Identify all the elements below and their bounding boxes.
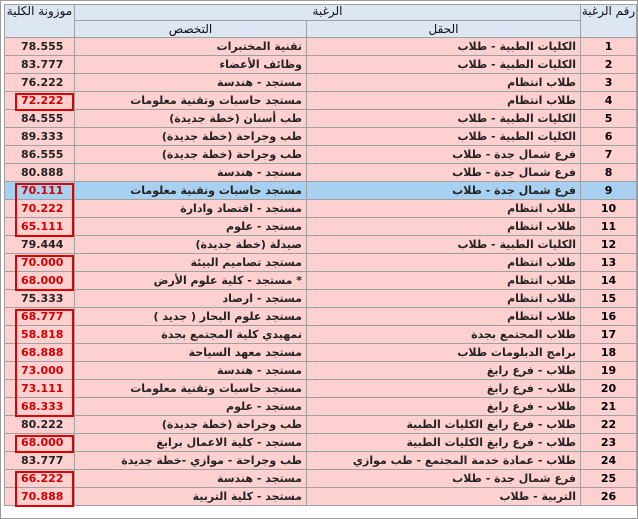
table-row[interactable] bbox=[5, 218, 637, 236]
score-cell: 68.000 bbox=[5, 434, 75, 452]
specialization-cell: مستجد - ارصاد bbox=[75, 290, 307, 308]
desire-number-cell: 24 bbox=[581, 452, 637, 470]
specialization-cell: مستجد - هندسة bbox=[75, 470, 307, 488]
table-row[interactable] bbox=[5, 416, 637, 434]
score-cell: 76.222 bbox=[5, 74, 75, 92]
table-row[interactable] bbox=[5, 128, 637, 146]
field-cell: طلاب - فرع رابغ الكليات الطبية bbox=[307, 434, 581, 452]
specialization-cell: تمهيدي كلية المجتمع بجدة bbox=[75, 326, 307, 344]
specialization-cell: مستجد - هندسة bbox=[75, 362, 307, 380]
score-cell: 80.222 bbox=[5, 416, 75, 434]
table-row[interactable] bbox=[5, 92, 637, 110]
score-cell: 70.222 bbox=[5, 200, 75, 218]
field-cell: طلاب انتظام bbox=[307, 290, 581, 308]
table-row[interactable] bbox=[5, 56, 637, 74]
score-cell: 79.444 bbox=[5, 236, 75, 254]
desire-number-cell: 23 bbox=[581, 434, 637, 452]
field-cell: فرع شمال جدة - طلاب bbox=[307, 146, 581, 164]
desire-number-cell: 6 bbox=[581, 128, 637, 146]
desire-number-cell: 14 bbox=[581, 272, 637, 290]
table-row[interactable] bbox=[5, 254, 637, 272]
score-cell: 73.111 bbox=[5, 380, 75, 398]
desire-number-cell: 13 bbox=[581, 254, 637, 272]
field-cell: طلاب - عمادة خدمة المجتمع - طب موازي bbox=[307, 452, 581, 470]
score-cell: 89.333 bbox=[5, 128, 75, 146]
field-cell: فرع شمال جدة - طلاب bbox=[307, 182, 581, 200]
field-cell: طلاب انتظام bbox=[307, 218, 581, 236]
score-cell: 72.222 bbox=[5, 92, 75, 110]
desire-number-cell: 20 bbox=[581, 380, 637, 398]
desire-number-cell: 11 bbox=[581, 218, 637, 236]
field-cell: طلاب انتظام bbox=[307, 254, 581, 272]
desire-number-cell: 16 bbox=[581, 308, 637, 326]
desire-number-cell: 10 bbox=[581, 200, 637, 218]
score-cell: 66.222 bbox=[5, 470, 75, 488]
specialization-cell: مستجد - هندسة bbox=[75, 74, 307, 92]
table-row[interactable] bbox=[5, 470, 637, 488]
score-header: موزونة الكلية bbox=[5, 5, 75, 38]
field-cell: طلاب - فرع رابغ bbox=[307, 380, 581, 398]
desire-number-cell: 18 bbox=[581, 344, 637, 362]
specialization-cell: طب وجراحة - موازي -خطة جديدة bbox=[75, 452, 307, 470]
table-row[interactable] bbox=[5, 272, 637, 290]
field-cell: طلاب - فرع رابغ الكليات الطبية bbox=[307, 416, 581, 434]
desire-number-cell: 3 bbox=[581, 74, 637, 92]
field-cell: فرع شمال جدة - طلاب bbox=[307, 164, 581, 182]
score-cell: 68.000 bbox=[5, 272, 75, 290]
table-row[interactable] bbox=[5, 380, 637, 398]
field-cell: طلاب انتظام bbox=[307, 92, 581, 110]
specialization-cell: مستجد - هندسة bbox=[75, 164, 307, 182]
desire-number-cell: 1 bbox=[581, 38, 637, 56]
field-cell: طلاب انتظام bbox=[307, 272, 581, 290]
field-cell: طلاب - فرع رابغ bbox=[307, 398, 581, 416]
table-row[interactable] bbox=[5, 452, 637, 470]
table-row[interactable] bbox=[5, 38, 637, 56]
score-cell: 84.555 bbox=[5, 110, 75, 128]
desire-number-cell: 7 bbox=[581, 146, 637, 164]
specialization-cell: مستجد حاسبات وتقنية معلومات bbox=[75, 182, 307, 200]
field-cell: طلاب انتظام bbox=[307, 74, 581, 92]
specialization-header: التخصص bbox=[75, 21, 307, 38]
desire-number-cell: 19 bbox=[581, 362, 637, 380]
table-row[interactable] bbox=[5, 236, 637, 254]
score-cell: 68.333 bbox=[5, 398, 75, 416]
field-cell: طلاب - فرع رابغ bbox=[307, 362, 581, 380]
specialization-cell: مستجد - كلية الاعمال برابغ bbox=[75, 434, 307, 452]
field-cell: التربية - طلاب bbox=[307, 488, 581, 506]
desire-number-cell: 8 bbox=[581, 164, 637, 182]
desire-header: الرغبة bbox=[75, 5, 581, 21]
field-cell: الكليات الطبية - طلاب bbox=[307, 128, 581, 146]
score-cell: 83.777 bbox=[5, 452, 75, 470]
desire-number-cell: 26 bbox=[581, 488, 637, 506]
desire-number-cell: 12 bbox=[581, 236, 637, 254]
desire-number-header: رقم الرغبة bbox=[581, 5, 637, 38]
table-row[interactable] bbox=[5, 182, 637, 200]
specialization-cell: مستجد تصاميم البيئة bbox=[75, 254, 307, 272]
field-cell: الكليات الطبية - طلاب bbox=[307, 56, 581, 74]
desire-number-cell: 9 bbox=[581, 182, 637, 200]
desire-number-cell: 17 bbox=[581, 326, 637, 344]
table-row[interactable] bbox=[5, 164, 637, 182]
specialization-cell: مستجد - اقتصاد وادارة bbox=[75, 200, 307, 218]
specialization-cell: تقنية المختبرات bbox=[75, 38, 307, 56]
field-header: الحقل bbox=[307, 21, 581, 38]
specialization-cell: مستجد - كلية علوم الأرض * bbox=[75, 272, 307, 290]
field-cell: الكليات الطبية - طلاب bbox=[307, 38, 581, 56]
table-row[interactable] bbox=[5, 488, 637, 506]
score-cell: 75.333 bbox=[5, 290, 75, 308]
score-cell: 68.777 bbox=[5, 308, 75, 326]
field-cell: برامج الدبلومات طلاب bbox=[307, 344, 581, 362]
table-row[interactable] bbox=[5, 74, 637, 92]
desire-number-cell: 21 bbox=[581, 398, 637, 416]
table-row[interactable] bbox=[5, 308, 637, 326]
field-cell: طلاب انتظام bbox=[307, 200, 581, 218]
desire-number-cell: 5 bbox=[581, 110, 637, 128]
field-cell: فرع شمال جدة - طلاب bbox=[307, 470, 581, 488]
score-cell: 65.111 bbox=[5, 218, 75, 236]
desire-number-cell: 15 bbox=[581, 290, 637, 308]
field-cell: الكليات الطبية - طلاب bbox=[307, 236, 581, 254]
score-cell: 70.000 bbox=[5, 254, 75, 272]
table-row[interactable] bbox=[5, 362, 637, 380]
score-cell: 73.000 bbox=[5, 362, 75, 380]
table-row[interactable] bbox=[5, 344, 637, 362]
desire-number-cell: 25 bbox=[581, 470, 637, 488]
table-row[interactable] bbox=[5, 434, 637, 452]
score-cell: 80.888 bbox=[5, 164, 75, 182]
table-row[interactable] bbox=[5, 110, 637, 128]
specialization-cell: طب وجراحة (خطة جديدة) bbox=[75, 146, 307, 164]
specialization-cell: وظائف الأعضاء bbox=[75, 56, 307, 74]
specialization-cell: مستجد - علوم bbox=[75, 218, 307, 236]
score-cell: 68.888 bbox=[5, 344, 75, 362]
field-cell: طلاب انتظام bbox=[307, 308, 581, 326]
desire-number-cell: 4 bbox=[581, 92, 637, 110]
desires-table-body bbox=[5, 38, 637, 506]
table-row[interactable] bbox=[5, 146, 637, 164]
score-cell: 70.111 bbox=[5, 182, 75, 200]
score-cell: 78.555 bbox=[5, 38, 75, 56]
table-row[interactable] bbox=[5, 290, 637, 308]
score-cell: 83.777 bbox=[5, 56, 75, 74]
field-cell: الكليات الطبية - طلاب bbox=[307, 110, 581, 128]
score-cell: 58.818 bbox=[5, 326, 75, 344]
score-cell: 70.888 bbox=[5, 488, 75, 506]
specialization-cell: طب وجراحة (خطة جديدة) bbox=[75, 416, 307, 434]
specialization-cell: مستجد - كلية التربية bbox=[75, 488, 307, 506]
table-row[interactable] bbox=[5, 326, 637, 344]
desire-number-cell: 2 bbox=[581, 56, 637, 74]
specialization-cell: مستجد علوم البحار ( جديد ) bbox=[75, 308, 307, 326]
score-cell: 86.555 bbox=[5, 146, 75, 164]
desire-number-cell: 22 bbox=[581, 416, 637, 434]
specialization-cell: مستجد معهد السياحة bbox=[75, 344, 307, 362]
specialization-cell: صيدلة (خطة جديدة) bbox=[75, 236, 307, 254]
specialization-cell: مستجد حاسبات وتقنية معلومات bbox=[75, 380, 307, 398]
specialization-cell: مستجد حاسبات وتقنية معلومات bbox=[75, 92, 307, 110]
desires-table bbox=[4, 4, 637, 506]
specialization-cell: طب وجراحة (خطة جديدة) bbox=[75, 128, 307, 146]
specialization-cell: طب أسنان (خطة جديدة) bbox=[75, 110, 307, 128]
table-row[interactable] bbox=[5, 200, 637, 218]
specialization-cell: مستجد - علوم bbox=[75, 398, 307, 416]
table-row[interactable] bbox=[5, 398, 637, 416]
field-cell: طلاب المجتمع بجدة bbox=[307, 326, 581, 344]
